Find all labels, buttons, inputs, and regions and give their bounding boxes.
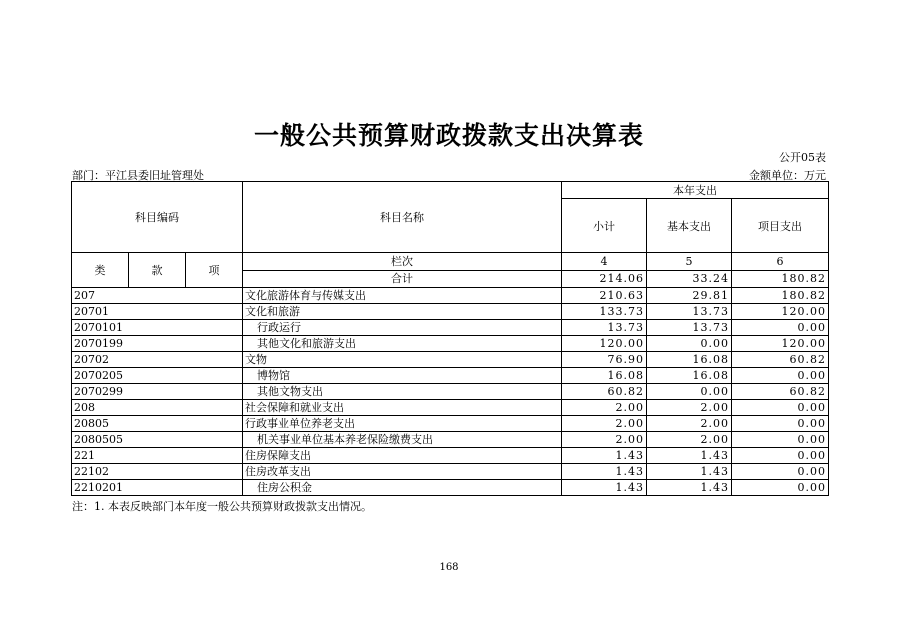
row-name: 文物 — [243, 352, 562, 368]
row-name: 文化旅游体育与传媒支出 — [243, 288, 562, 304]
table-row — [72, 320, 829, 336]
row-code: 20702 — [72, 352, 243, 368]
row-code: 2070199 — [72, 336, 243, 352]
row-name: 住房保障支出 — [243, 448, 562, 464]
row-basic: 29.81 — [647, 288, 732, 304]
page-number: 168 — [439, 562, 459, 573]
row-name: 行政运行 — [243, 320, 562, 336]
table-row — [72, 288, 829, 304]
row-name: 其他文化和旅游支出 — [243, 336, 562, 352]
row-basic: 2.00 — [647, 432, 732, 448]
table-row — [72, 400, 829, 416]
row-subtotal: 60.82 — [562, 384, 647, 400]
table-row — [72, 480, 829, 496]
row-code: 22102 — [72, 464, 243, 480]
total-subtotal: 214.06 — [562, 270, 647, 288]
header-lei: 类 — [72, 253, 129, 288]
row-code: 2070299 — [72, 384, 243, 400]
amount-unit-label: 金额单位：万元 — [749, 169, 826, 182]
row-subtotal: 16.08 — [562, 368, 647, 384]
total-basic: 33.24 — [647, 270, 732, 288]
row-basic: 13.73 — [647, 320, 732, 336]
total-project: 180.82 — [732, 270, 829, 288]
row-code: 2080505 — [72, 432, 243, 448]
row-subtotal: 2.00 — [562, 400, 647, 416]
row-project: 60.82 — [732, 384, 829, 400]
row-name: 文化和旅游 — [243, 304, 562, 320]
header-col6: 6 — [732, 253, 829, 271]
table-row — [72, 464, 829, 480]
row-subtotal: 133.73 — [562, 304, 647, 320]
row-basic: 1.43 — [647, 480, 732, 496]
row-basic: 2.00 — [647, 416, 732, 432]
row-code: 2070101 — [72, 320, 243, 336]
row-basic: 16.08 — [647, 368, 732, 384]
header-col5: 5 — [647, 253, 732, 271]
expenditure-table — [71, 181, 829, 496]
header-code: 科目编码 — [72, 182, 243, 253]
total-label: 合计 — [243, 270, 562, 288]
row-project: 60.82 — [732, 352, 829, 368]
row-project: 0.00 — [732, 480, 829, 496]
row-project: 180.82 — [732, 288, 829, 304]
header-xiang: 项 — [186, 253, 243, 288]
table-row — [72, 448, 829, 464]
row-project: 0.00 — [732, 416, 829, 432]
row-project: 120.00 — [732, 304, 829, 320]
header-subtotal: 小计 — [562, 199, 647, 253]
row-code: 221 — [72, 448, 243, 464]
row-project: 0.00 — [732, 320, 829, 336]
header-col4: 4 — [562, 253, 647, 271]
row-basic: 2.00 — [647, 400, 732, 416]
row-code: 2210201 — [72, 480, 243, 496]
row-name: 住房改革支出 — [243, 464, 562, 480]
header-lanci: 栏次 — [243, 253, 562, 271]
table-row — [72, 336, 829, 352]
row-subtotal: 120.00 — [562, 336, 647, 352]
row-basic: 1.43 — [647, 464, 732, 480]
row-subtotal: 1.43 — [562, 464, 647, 480]
row-project: 120.00 — [732, 336, 829, 352]
header-kuan: 款 — [129, 253, 186, 288]
row-subtotal: 1.43 — [562, 480, 647, 496]
table-row — [72, 432, 829, 448]
row-subtotal: 13.73 — [562, 320, 647, 336]
row-name: 机关事业单位基本养老保险缴费支出 — [243, 432, 562, 448]
row-code: 208 — [72, 400, 243, 416]
row-subtotal: 76.90 — [562, 352, 647, 368]
row-name: 社会保障和就业支出 — [243, 400, 562, 416]
table-row — [72, 304, 829, 320]
department-label: 部门：平江县委旧址管理处 — [72, 169, 204, 182]
row-code: 20805 — [72, 416, 243, 432]
row-basic: 0.00 — [647, 336, 732, 352]
row-basic: 13.73 — [647, 304, 732, 320]
header-current-year: 本年支出 — [562, 182, 829, 199]
row-subtotal: 210.63 — [562, 288, 647, 304]
table-row — [72, 352, 829, 368]
row-project: 0.00 — [732, 368, 829, 384]
row-name: 住房公积金 — [243, 480, 562, 496]
row-project: 0.00 — [732, 400, 829, 416]
row-code: 20701 — [72, 304, 243, 320]
row-subtotal: 2.00 — [562, 432, 647, 448]
row-basic: 16.08 — [647, 352, 732, 368]
row-subtotal: 1.43 — [562, 448, 647, 464]
row-name: 其他文物支出 — [243, 384, 562, 400]
header-project: 项目支出 — [732, 199, 829, 253]
row-subtotal: 2.00 — [562, 416, 647, 432]
header-name: 科目名称 — [243, 182, 562, 253]
row-basic: 0.00 — [647, 384, 732, 400]
row-code: 2070205 — [72, 368, 243, 384]
row-project: 0.00 — [732, 432, 829, 448]
row-name: 行政事业单位养老支出 — [243, 416, 562, 432]
table-row — [72, 384, 829, 400]
header-basic: 基本支出 — [647, 199, 732, 253]
row-project: 0.00 — [732, 464, 829, 480]
row-name: 博物馆 — [243, 368, 562, 384]
page-title: 一般公共预算财政拨款支出决算表 — [253, 121, 644, 150]
row-basic: 1.43 — [647, 448, 732, 464]
table-row — [72, 416, 829, 432]
form-number: 公开05表 — [779, 151, 826, 164]
row-project: 0.00 — [732, 448, 829, 464]
row-code: 207 — [72, 288, 243, 304]
table-note: 注：1. 本表反映部门本年度一般公共预算财政拨款支出情况。 — [72, 500, 372, 513]
table-row — [72, 368, 829, 384]
